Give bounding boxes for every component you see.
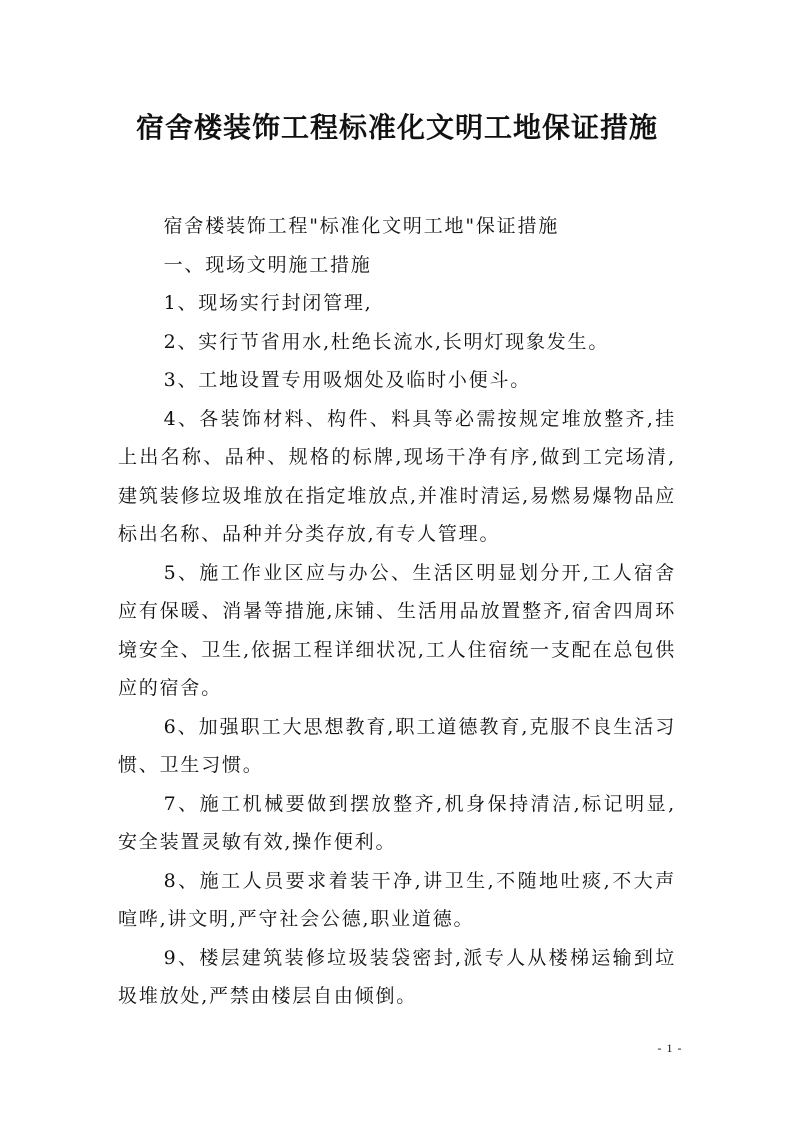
paragraph-item-4: 4、各装饰材料、构件、料具等必需按规定堆放整齐,挂上出名称、品种、规格的标牌,现场干净有序,做到工完场清,建筑装修垃圾堆放在指定堆放点,并准时清运,易燃易爆物品应标出名称、品种并分类存放,有专人管理。 — [118, 407, 676, 545]
paragraph-item-6: 6、加强职工大思想教育,职工道德教育,克服不良生活习惯、卫生习惯。 — [118, 715, 676, 776]
paragraph-item-5: 5、施工作业区应与办公、生活区明显划分开,工人宿舍应有保暖、消暑等措施,床铺、生活用品放置整齐,宿舍四周环境安全、卫生,依据工程详细状况,工人住宿统一支配在总包供应的宿舍。 — [118, 561, 676, 699]
document-title: 宿舍楼装饰工程标准化文明工地保证措施 — [135, 111, 658, 144]
page-number: - 1 - — [657, 1041, 683, 1055]
paragraph-item-7: 7、施工机械要做到摆放整齐,机身保持清洁,标记明显,安全装置灵敏有效,操作便利。 — [118, 792, 676, 853]
paragraph-item-9: 9、楼层建筑装修垃圾装袋密封,派专人从楼梯运输到垃圾堆放处,严禁由楼层自由倾倒。 — [118, 946, 676, 1007]
document-body — [118, 207, 676, 1016]
paragraph-heading: 宿舍楼装饰工程"标准化文明工地"保证措施 — [163, 215, 560, 237]
paragraph-item-3: 3、工地设置专用吸烟处及临时小便斗。 — [163, 369, 532, 391]
paragraph-item-8: 8、施工人员要求着装干净,讲卫生,不随地吐痰,不大声喧哗,讲文明,严守社会公德,职业道德。 — [118, 869, 676, 930]
paragraph-item-1: 1、现场实行封闭管理, — [163, 292, 373, 314]
paragraph-item-2: 2、实行节省用水,杜绝长流水,长明灯现象发生。 — [163, 330, 610, 353]
paragraph-section-title: 一、现场文明施工措施 — [163, 253, 372, 276]
